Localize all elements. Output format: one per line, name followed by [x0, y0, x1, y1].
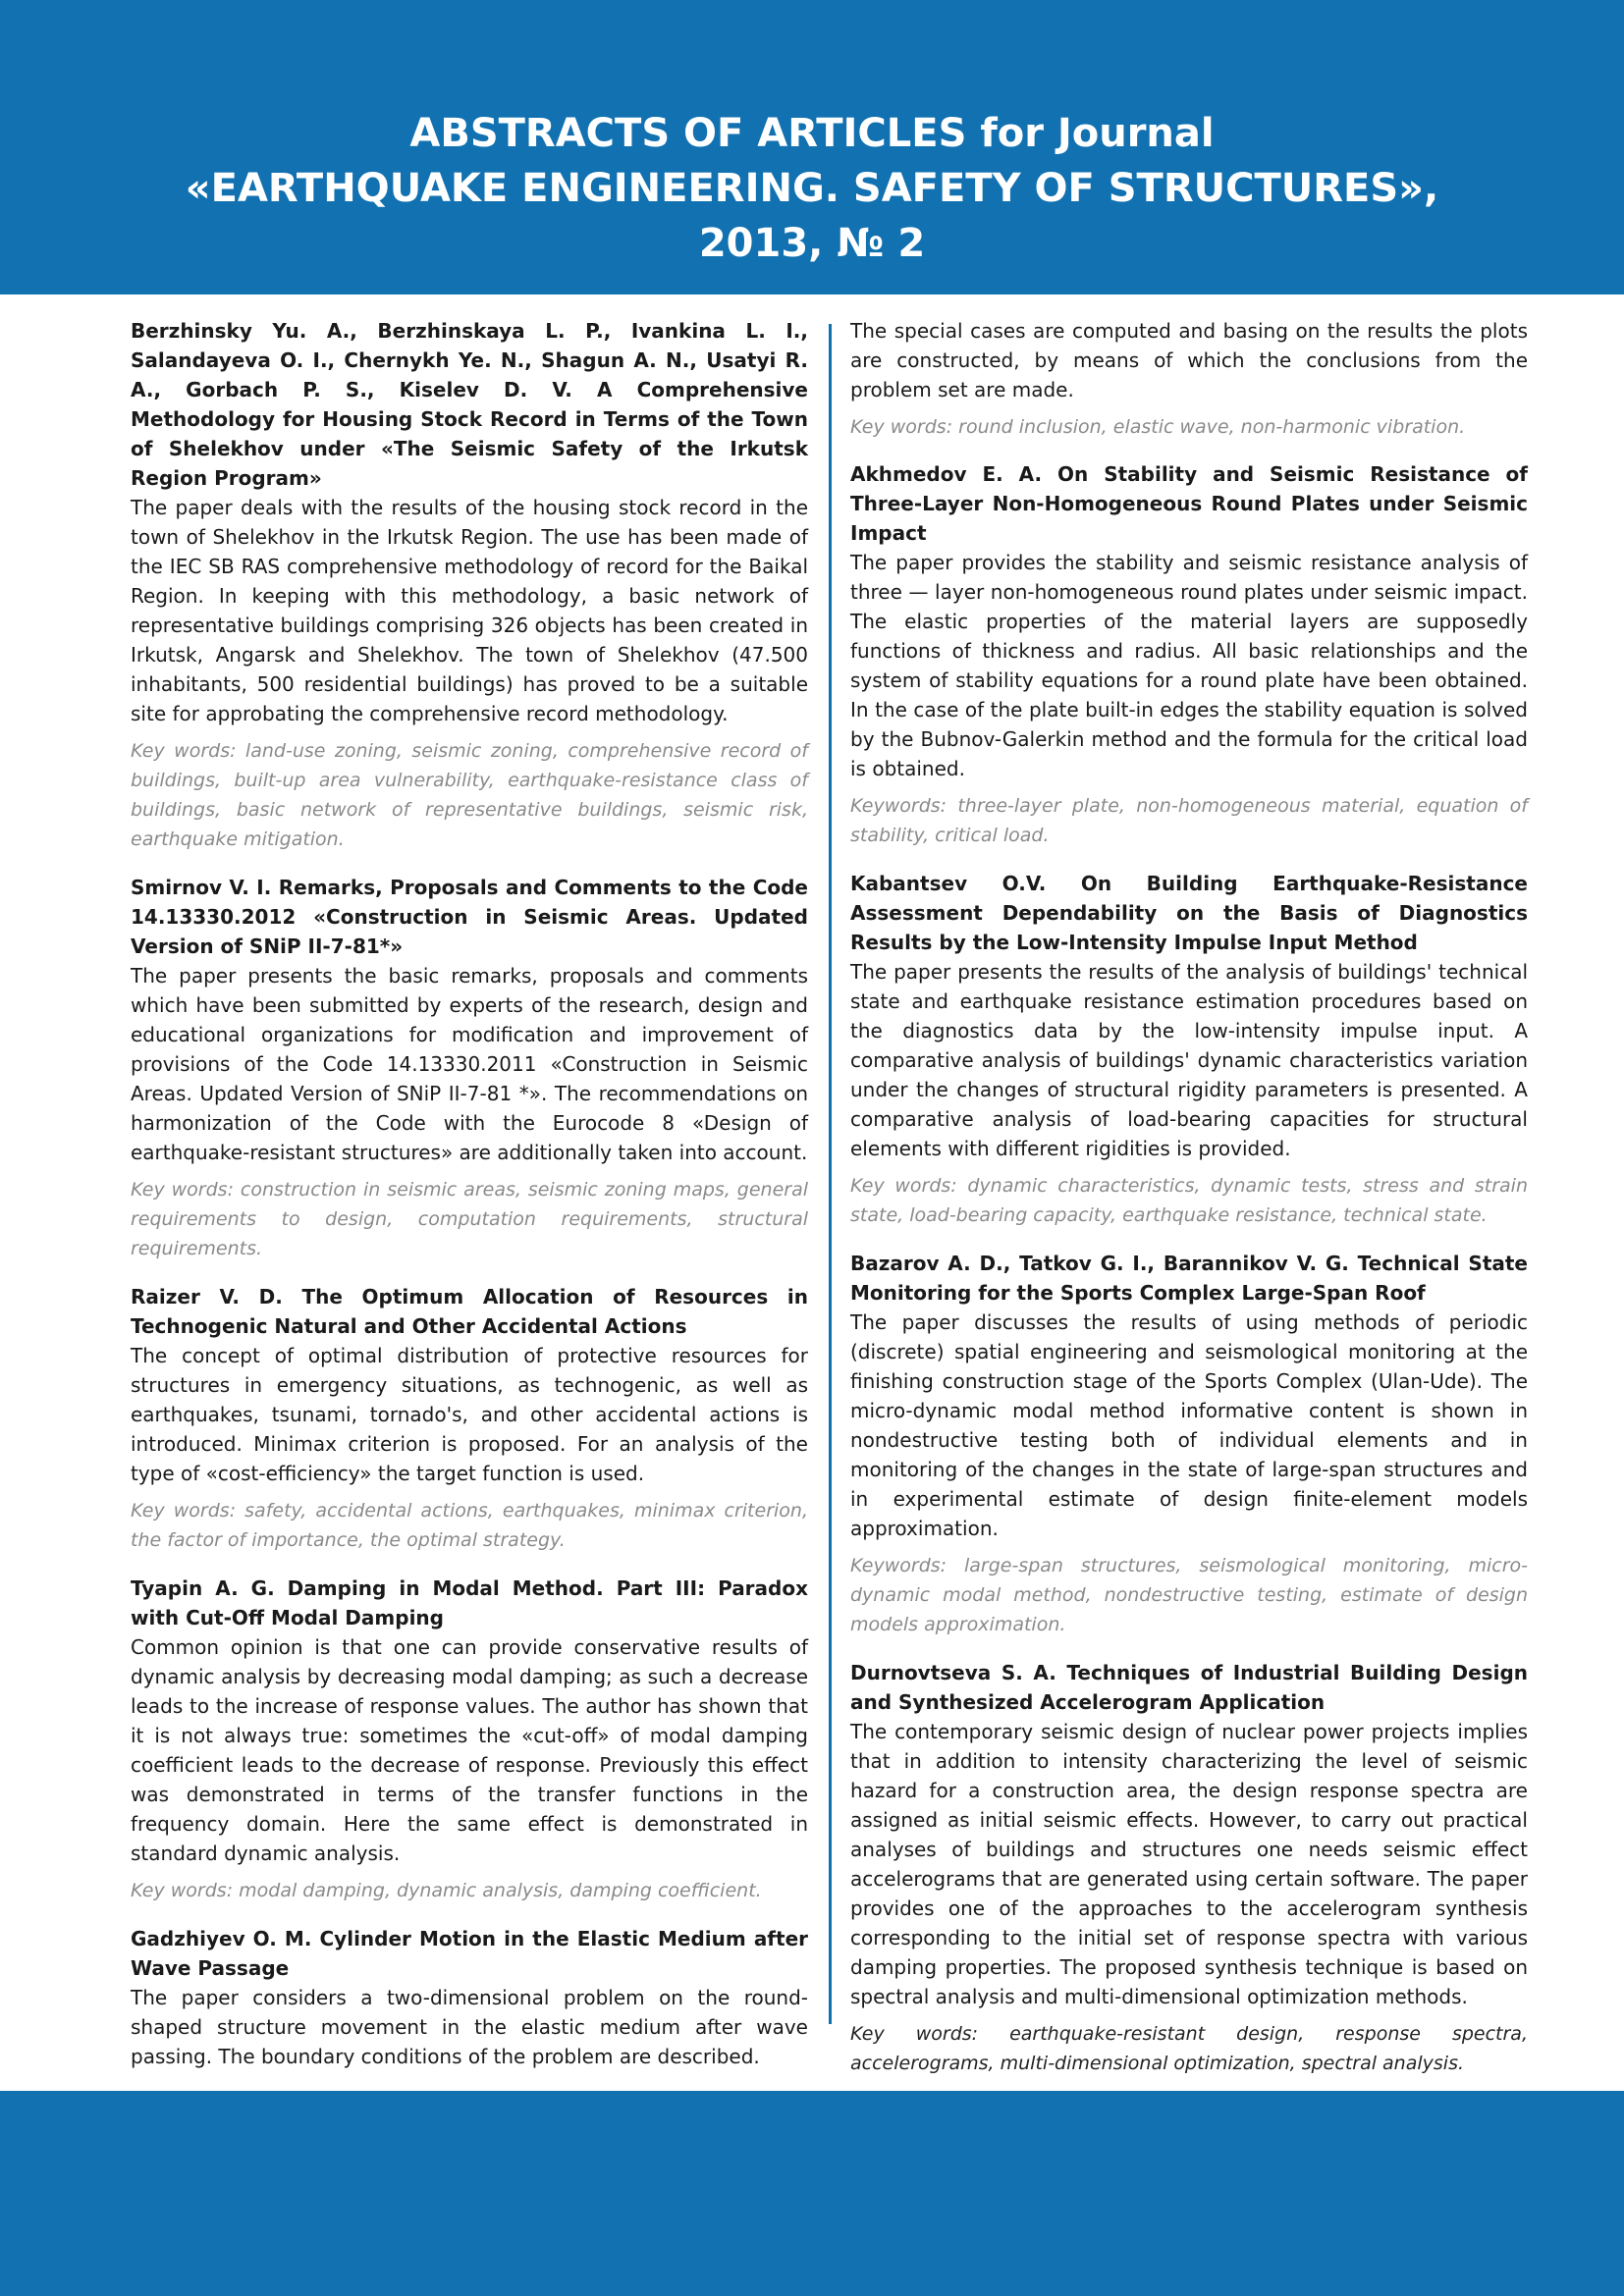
abstract-title: Kabantsev O.V. On Building Earthquake-Resistance Assessment Dependability on the Basis of Diagnostics Results by the Low-Intensity Impulse Input Method [850, 872, 1528, 954]
abstract-body: The paper provides the stability and seismic resistance analysis of three — layer non-homogeneous round plates under seismic impact. The elastic properties of the material layers are supposedly functions of thickness and radius. All basic relationships and the system of stability equations for a round plate have been obtained. In the case of the plate built-in edges the stability equation is solved by the Bubnov-Galerkin method and the formula for the critical load is obtained. [850, 551, 1528, 780]
footer-banner [0, 2091, 1624, 2296]
journal-header-banner [0, 0, 1624, 294]
abstract-body: The special cases are computed and basing on the results the plots are constructed, by means of which the conclusions from the problem set are made. [850, 319, 1528, 401]
abstract-bazarov [850, 1249, 1528, 1639]
abstract-raizer [131, 1282, 808, 1555]
abstract-title: Bazarov A. D., Tatkov G. I., Barannikov V. G. Technical State Monitoring for the Sports Complex Large-Span Roof [850, 1252, 1528, 1305]
abstract-keywords: Key words: modal damping, dynamic analysis, damping coefficient. [131, 1880, 762, 1901]
abstract-body: The paper considers a two-dimensional problem on the round-shaped structure movement in the elastic medium after wave passing. The boundary conditions of the problem are described. [131, 1986, 808, 2068]
abstract-title: Tyapin A. G. Damping in Modal Method. Part III: Paradox with Cut-Off Modal Damping [131, 1576, 808, 1629]
abstract-gadzhiyev-continued [850, 316, 1528, 442]
abstract-title: Berzhinsky Yu. A., Berzhinskaya L. P., Ivankina L. I., Salandayeva O. I., Chernykh Ye. N., Shagun A. N., Usatyi R. A., Gorbach P. S., Kiselev D. V. A Comprehensive Methodology for Housing Stock Record in Terms of the Town of Shelekhov under «The Seismic Safety of the Irkutsk Region Program» [131, 319, 808, 490]
abstract-kabantsev [850, 869, 1528, 1230]
abstract-body: The contemporary seismic design of nuclear power projects implies that in addition to intensity characterizing the level of seismic hazard for a construction area, the design response spectra are assigned as initial seismic effects. However, to carry out practical analyses of buildings and structures one needs seismic effect accelerograms that are generated using certain software. The paper provides one of the approaches to the accelerogram synthesis corresponding to the initial set of response spectra with various damping properties. The proposed synthesis technique is based on spectral analysis and multi-dimensional optimization methods. [850, 1720, 1528, 2008]
abstract-keywords: Key words: land-use zoning, seismic zoning, comprehensive record of buildings, built-up area vulnerability, earthquake-resistance class of buildings, basic network of representative buildings, seismic risk, earthquake mitigation. [131, 740, 808, 850]
title-line-2: «EARTHQUAKE ENGINEERING. SAFETY OF STRUCTURES», [185, 166, 1439, 211]
abstract-body: The paper presents the results of the analysis of buildings' technical state and earthquake resistance estimation procedures based on the diagnostics data by the low-intensity impulse input. A comparative analysis of buildings' dynamic characteristics variation under the changes of structural rigidity parameters is presented. A comparative analysis of load-bearing capacities for structural elements with different rigidities is provided. [850, 960, 1528, 1160]
abstract-body: The concept of optimal distribution of protective resources for structures in emergency situations, as technogenic, as well as earthquakes, tsunami, tornado's, and other accidental actions is introduced. Minimax criterion is proposed. For an analysis of the type of «cost-efficiency» the target function is used. [131, 1344, 808, 1485]
page-title [0, 106, 1624, 271]
title-line-3: 2013, № 2 [698, 221, 926, 266]
abstract-title: Akhmedov E. A. On Stability and Seismic Resistance of Three-Layer Non-Homogeneous Round Plates under Seismic Impact [850, 462, 1528, 545]
title-line-1: ABSTRACTS OF ARTICLES for Journal [409, 111, 1215, 156]
abstract-gadzhiyev [131, 1924, 808, 2071]
abstract-title: Gadzhiyev O. M. Cylinder Motion in the Elastic Medium after Wave Passage [131, 1927, 808, 1980]
abstract-akhmedov [850, 459, 1528, 850]
abstract-keywords: Key words: safety, accidental actions, earthquakes, minimax criterion, the factor of importance, the optimal strategy. [131, 1500, 808, 1551]
abstract-berzhinsky [131, 316, 808, 854]
abstract-title: Durnovtseva S. A. Techniques of Industrial Building Design and Synthesized Accelerogram Application [850, 1661, 1528, 1714]
abstracts-columns [131, 316, 1528, 2074]
abstract-durnovtseva [850, 1658, 1528, 2078]
abstract-title: Smirnov V. I. Remarks, Proposals and Comments to the Code 14.13330.2012 «Construction in Seismic Areas. Updated Version of SNiP II-7-81*» [131, 876, 808, 958]
abstract-body: Common opinion is that one can provide conservative results of dynamic analysis by decreasing modal damping; as such a decrease leads to the increase of response values. The author has shown that it is not always true: sometimes the «cut-off» of modal damping coefficient leads to the decrease of response. Previously this effect was demonstrated in terms of the transfer functions in the frequency domain. Here the same effect is demonstrated in standard dynamic analysis. [131, 1635, 808, 1865]
abstract-keywords: Keywords: three-layer plate, non-homogeneous material, equation of stability, critical load. [850, 795, 1528, 846]
abstract-body: The paper presents the basic remarks, proposals and comments which have been submitted by experts of the research, design and educational organizations for modification and improvement of provisions of the Code 14.13330.2011 «Construction in Seismic Areas. Updated Version of SNiP II-7-81 *». The recommendations on harmonization of the Code with the Eurocode 8 «Design of earthquake-resistant structures» are additionally taken into account. [131, 964, 808, 1164]
abstract-keywords: Key words: earthquake-resistant design, response spectra, accelerograms, multi-dimensional optimization, spectral analysis. [850, 2023, 1528, 2074]
abstract-keywords: Key words: construction in seismic areas, seismic zoning maps, general requirements to design, computation requirements, structural requirements. [131, 1179, 808, 1259]
abstract-smirnov [131, 873, 808, 1263]
left-column [131, 316, 808, 2090]
abstract-tyapin [131, 1574, 808, 1905]
abstract-keywords: Key words: round inclusion, elastic wave, non-harmonic vibration. [850, 416, 1466, 438]
abstract-keywords: Key words: dynamic characteristics, dynamic tests, stress and strain state, load-bearing capacity, earthquake resistance, technical state. [850, 1175, 1528, 1226]
abstract-keywords: Keywords: large-span structures, seismological monitoring, micro-dynamic modal method, nondestructive testing, estimate of design models approximation. [850, 1555, 1528, 1635]
column-divider [829, 324, 832, 2024]
right-column [850, 316, 1528, 2097]
abstract-body: The paper discusses the results of using methods of periodic (discrete) spatial engineering and seismological monitoring at the finishing construction stage of the Sports Complex (Ulan-Ude). The micro-dynamic modal method informative content is shown in nondestructive testing both of individual elements and in monitoring of the changes in the state of large-span structures and in experimental estimate of design finite-element models approximation. [850, 1310, 1528, 1540]
abstract-title: Raizer V. D. The Optimum Allocation of Resources in Technogenic Natural and Other Accidental Actions [131, 1285, 808, 1338]
abstract-body: The paper deals with the results of the housing stock record in the town of Shelekhov in the Irkutsk Region. The use has been made of the IEC SB RAS comprehensive methodology of record for the Baikal Region. In keeping with this methodology, a basic network of representative buildings comprising 326 objects has been created in Irkutsk, Angarsk and Shelekhov. The town of Shelekhov (47.500 inhabitants, 500 residential buildings) has proved to be a suitable site for approbating the comprehensive record methodology. [131, 496, 808, 725]
